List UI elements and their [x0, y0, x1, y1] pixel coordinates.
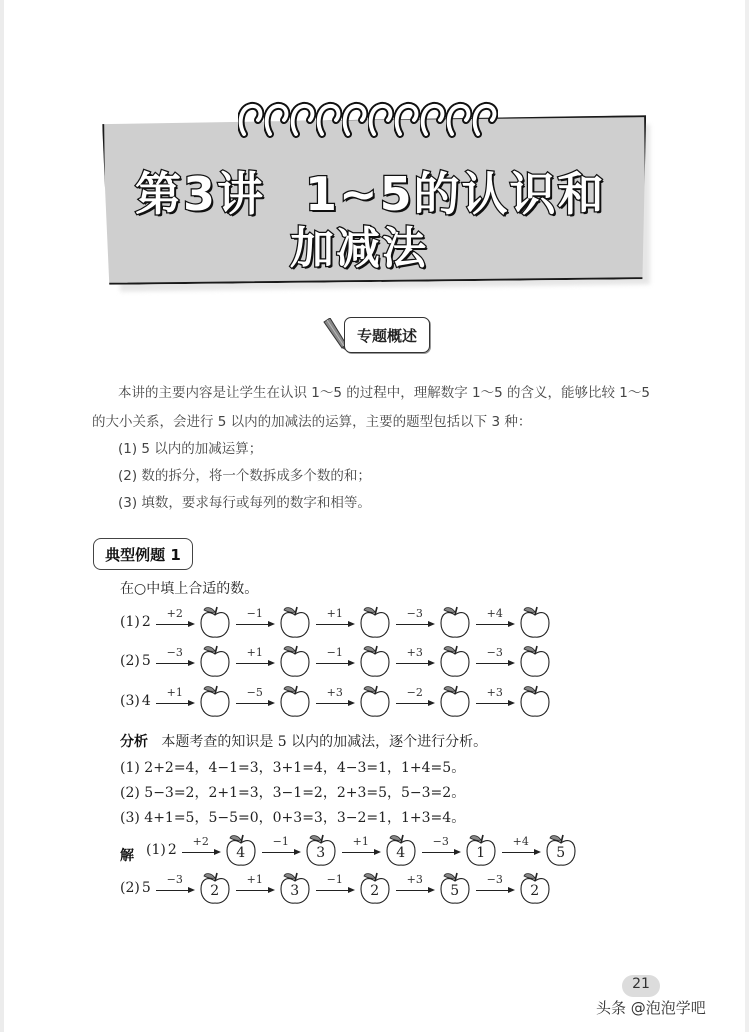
- apple-answer: [358, 870, 392, 906]
- arrow-icon: [315, 686, 355, 716]
- arrow-icon: [155, 873, 195, 903]
- analysis-label: 分析: [120, 734, 148, 750]
- operation-label: +1: [246, 646, 263, 659]
- apple-answer: [304, 832, 338, 868]
- intro-item-2: (2) 数的拆分，将一个数拆成多个数的和；: [118, 468, 371, 484]
- apple-blank[interactable]: [278, 604, 312, 640]
- example-question: 在○中填上合适的数。: [120, 581, 259, 597]
- spiral-binding: [238, 100, 498, 140]
- apple-answer: [278, 870, 312, 906]
- watermark: 头条 @泡泡学吧: [596, 999, 706, 1017]
- spiral-ring-icon: [446, 100, 470, 138]
- operation-label: +3: [326, 686, 343, 699]
- arrow-icon: [181, 835, 221, 865]
- problem-chain-3: [120, 683, 553, 719]
- analysis-text: 本题考查的知识是 5 以内的加减法，逐个进行分析。: [161, 734, 488, 750]
- spiral-ring-icon: [368, 100, 392, 138]
- spiral-ring-icon: [472, 100, 496, 138]
- apple-number: 2: [370, 883, 380, 899]
- spiral-ring-icon: [342, 100, 366, 138]
- spiral-ring-icon: [264, 100, 288, 138]
- operation-label: +3: [406, 873, 423, 886]
- arrow-icon: [261, 835, 301, 865]
- operation-label: −3: [406, 607, 423, 620]
- apple-blank[interactable]: [198, 683, 232, 719]
- apple-answer: [224, 832, 258, 868]
- apple-blank[interactable]: [358, 643, 392, 679]
- chain-label: (2): [120, 653, 140, 669]
- arrow-icon: [395, 646, 435, 676]
- apple-answer: [198, 870, 232, 906]
- apple-number: 2: [210, 883, 220, 899]
- chain-label: (3): [120, 693, 140, 709]
- apple-answer: [518, 870, 552, 906]
- example-title: 典型例题 1: [93, 538, 193, 570]
- solution-chain-2: [120, 870, 553, 906]
- operation-label: −1: [272, 835, 289, 848]
- arrow-icon: [235, 607, 275, 637]
- apple-answer: [438, 870, 472, 906]
- apple-blank[interactable]: [198, 604, 232, 640]
- apple-number: 1: [476, 845, 486, 861]
- apple-number: 4: [236, 845, 246, 861]
- intro-item-1: (1) 5 以内的加减运算；: [118, 441, 263, 457]
- spiral-ring-icon: [290, 100, 314, 138]
- page-edge-right: [745, 0, 749, 1032]
- arrow-icon: [155, 607, 195, 637]
- operation-label: −3: [166, 646, 183, 659]
- intro-paragraph-line1: 本讲的主要内容是让学生在认识 1～5 的过程中，理解数字 1～5 的含义，能够比较 1～5: [118, 385, 650, 401]
- arrow-icon: [315, 607, 355, 637]
- operation-label: +2: [192, 835, 209, 848]
- arrow-icon: [475, 646, 515, 676]
- chain-start-number: 4: [141, 693, 151, 709]
- apple-blank[interactable]: [438, 604, 472, 640]
- apple-answer: [384, 832, 418, 868]
- apple-blank[interactable]: [358, 683, 392, 719]
- spiral-ring-icon: [238, 100, 262, 138]
- operation-label: −1: [246, 607, 263, 620]
- solution-label: 解: [120, 848, 134, 864]
- apple-blank[interactable]: [358, 604, 392, 640]
- arrow-icon: [155, 646, 195, 676]
- spiral-ring-icon: [316, 100, 340, 138]
- spiral-ring-icon: [394, 100, 418, 138]
- operation-label: +1: [352, 835, 369, 848]
- apple-blank[interactable]: [518, 604, 552, 640]
- chapter-topic: 1~5的认识和: [305, 167, 606, 221]
- arrow-icon: [475, 686, 515, 716]
- operation-label: −2: [406, 686, 423, 699]
- operation-label: −3: [486, 646, 503, 659]
- operation-label: +3: [406, 646, 423, 659]
- arrow-icon: [235, 873, 275, 903]
- chain-start-number: 2: [141, 614, 151, 630]
- apple-blank[interactable]: [518, 683, 552, 719]
- page-number: 21: [632, 976, 650, 992]
- operation-label: −3: [432, 835, 449, 848]
- arrow-icon: [341, 835, 381, 865]
- operation-label: −1: [326, 873, 343, 886]
- chain-start-number: 5: [141, 653, 151, 669]
- intro-item-3: (3) 填数，要求每行或每列的数字和相等。: [118, 495, 371, 511]
- apple-blank[interactable]: [438, 683, 472, 719]
- chain-start-number: 2: [167, 842, 177, 858]
- operation-label: −3: [486, 873, 503, 886]
- spiral-ring-icon: [420, 100, 444, 138]
- apple-answer: [544, 832, 578, 868]
- section-title-overview: 专题概述: [344, 317, 430, 353]
- arrow-icon: [475, 873, 515, 903]
- page-edge-left: [0, 0, 4, 1032]
- arrow-icon: [235, 646, 275, 676]
- arrow-icon: [395, 686, 435, 716]
- apple-number: 5: [556, 845, 566, 861]
- analysis-line-3: (3) 4+1=5，5−5=0，0+3=3，3−2=1，1+3=4。: [120, 810, 466, 826]
- apple-blank[interactable]: [438, 643, 472, 679]
- chapter-number: 第3讲: [135, 167, 266, 221]
- arrow-icon: [395, 873, 435, 903]
- arrow-icon: [395, 607, 435, 637]
- arrow-icon: [475, 607, 515, 637]
- chain-start-number: 5: [141, 880, 151, 896]
- arrow-icon: [315, 646, 355, 676]
- problem-chain-2: [120, 643, 553, 679]
- solution-chain-1: [146, 832, 579, 868]
- chain-label: (1): [120, 614, 140, 630]
- arrow-icon: [235, 686, 275, 716]
- analysis-line-1: (1) 2+2=4，4−1=3，3+1=4，4−3=1，1+4=5。: [120, 760, 466, 776]
- arrow-icon: [155, 686, 195, 716]
- arrow-icon: [501, 835, 541, 865]
- apple-blank[interactable]: [278, 683, 312, 719]
- arrow-icon: [315, 873, 355, 903]
- operation-label: −5: [246, 686, 263, 699]
- analysis-paragraph: [120, 731, 487, 751]
- operation-label: −1: [326, 646, 343, 659]
- intro-paragraph-line2: 的大小关系，会进行 5 以内的加减法的运算，主要的题型包括以下 3 种：: [92, 414, 532, 430]
- arrow-icon: [421, 835, 461, 865]
- apple-answer: [464, 832, 498, 868]
- operation-label: +2: [166, 607, 183, 620]
- apple-blank[interactable]: [518, 643, 552, 679]
- apple-blank[interactable]: [198, 643, 232, 679]
- apple-number: 3: [290, 883, 300, 899]
- apple-number: 4: [396, 845, 406, 861]
- operation-label: +4: [512, 835, 529, 848]
- operation-label: +4: [486, 607, 503, 620]
- operation-label: +1: [166, 686, 183, 699]
- operation-label: +1: [326, 607, 343, 620]
- apple-blank[interactable]: [278, 643, 312, 679]
- operation-label: +1: [246, 873, 263, 886]
- chapter-title-line2: 加减法: [290, 223, 428, 274]
- apple-number: 3: [316, 845, 326, 861]
- chain-label: (1): [146, 842, 166, 858]
- analysis-line-2: (2) 5−3=2，2+1=3，3−1=2，2+3=5，5−3=2。: [120, 785, 466, 801]
- problem-chain-1: [120, 604, 553, 640]
- chain-label: (2): [120, 880, 140, 896]
- operation-label: −3: [166, 873, 183, 886]
- operation-label: +3: [486, 686, 503, 699]
- apple-number: 5: [450, 883, 460, 899]
- apple-number: 2: [530, 883, 540, 899]
